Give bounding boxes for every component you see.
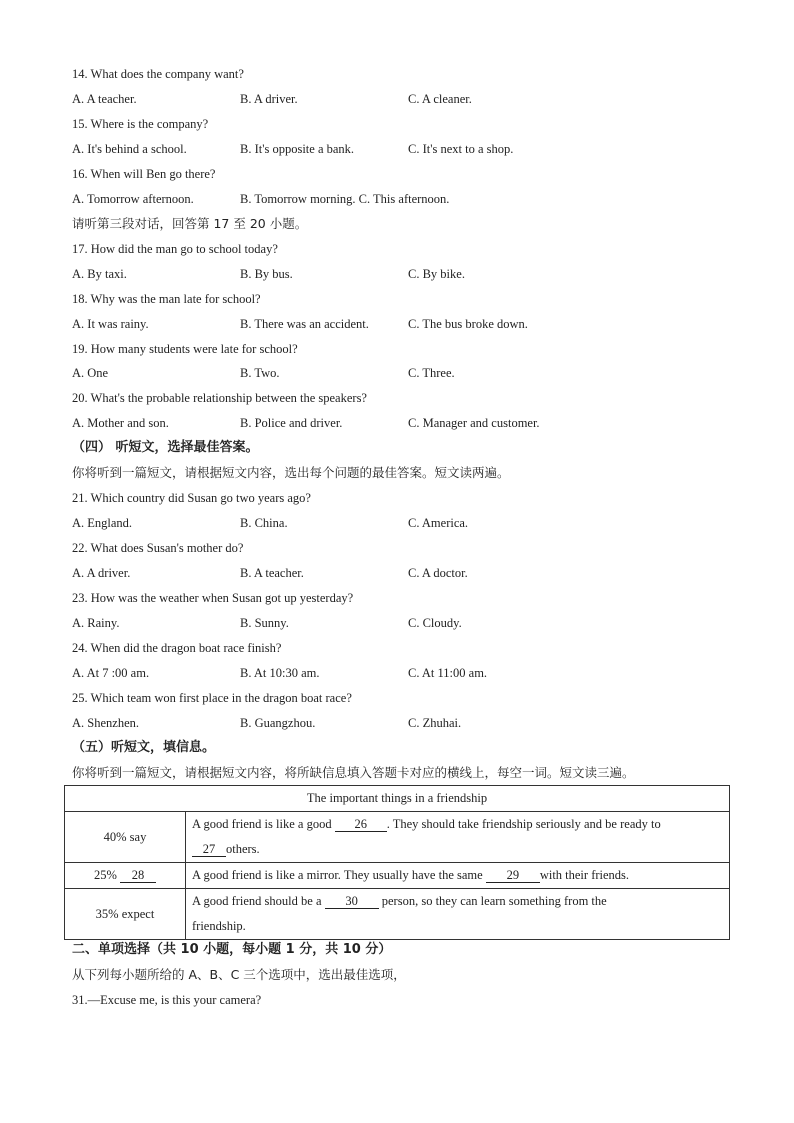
blank-27[interactable]: 27 [192, 842, 226, 857]
question-21: 21. Which country did Susan go two years ago? [72, 491, 311, 505]
option-23c: C. Cloudy. [408, 616, 462, 630]
question-15: 15. Where is the company? [72, 117, 209, 131]
option-20c: C. Manager and customer. [408, 416, 540, 430]
option-25c: C. Zhuhai. [408, 716, 462, 730]
option-16bc: B. Tomorrow morning. C. This afternoon. [240, 192, 450, 206]
option-15c: C. It's next to a shop. [408, 142, 514, 156]
section4-heading: （四） 听短文，选择最佳答案。 [72, 440, 259, 455]
option-16a: A. Tomorrow afternoon. [72, 192, 194, 206]
option-18b: B. There was an accident. [240, 317, 369, 331]
option-21c: C. America. [408, 516, 469, 530]
question-19: 19. How many students were late for school? [72, 342, 298, 356]
section5-heading: （五）听短文，填信息。 [72, 740, 216, 755]
option-15b: B. It's opposite a bank. [240, 142, 355, 156]
option-18c: C. The bus broke down. [408, 317, 528, 331]
row-label-prefix: 25% [93, 868, 121, 882]
option-22a: A. A driver. [72, 566, 131, 580]
option-22b: B. A teacher. [240, 566, 304, 580]
option-14c: C. A cleaner. [408, 92, 472, 106]
friendship-table [64, 785, 730, 940]
question-22: 22. What does Susan's mother do? [72, 541, 244, 555]
blank-28[interactable]: 28 [120, 868, 156, 883]
part2-heading: 二、单项选择（共 10 小题，每小题 1 分，共 10 分） [72, 942, 392, 957]
option-23a: A. Rainy. [72, 616, 120, 630]
row-content [186, 889, 730, 940]
option-19a: A. One [72, 366, 109, 380]
question-25: 25. Which team won first place in the dragon boat race? [72, 691, 352, 705]
row-text: friendship. [192, 919, 246, 933]
option-25a: A. Shenzhen. [72, 716, 139, 730]
question-20: 20. What's the probable relationship between the speakers? [72, 391, 367, 405]
row-text: A good friend is like a mirror. They usually have the same [192, 868, 486, 882]
row-label: 40% say [65, 812, 186, 863]
table-caption: The important things in a friendship [65, 786, 730, 812]
table-row [65, 863, 730, 889]
table-row [65, 812, 730, 863]
row-text: others. [226, 842, 260, 856]
option-14a: A. A teacher. [72, 92, 137, 106]
option-17a: A. By taxi. [72, 267, 127, 281]
dialogue3-instruction: 请听第三段对话，回答第 17 至 20 小题。 [72, 216, 308, 231]
row-text: person, so they can learn something from the [378, 894, 607, 908]
table-row [65, 889, 730, 940]
option-19c: C. Three. [408, 366, 455, 380]
option-14b: B. A driver. [240, 92, 298, 106]
option-22c: C. A doctor. [408, 566, 468, 580]
row-text: A good friend is like a good [192, 817, 335, 831]
option-19b: B. Two. [240, 366, 280, 380]
question-14: 14. What does the company want? [72, 67, 244, 81]
option-24c: C. At 11:00 am. [408, 666, 488, 680]
question-24: 24. When did the dragon boat race finish? [72, 641, 282, 655]
blank-30[interactable]: 30 [325, 894, 379, 909]
question-16: 16. When will Ben go there? [72, 167, 216, 181]
question-31: 31.—Excuse me, is this your camera? [72, 993, 262, 1007]
section5-instruction: 你将听到一篇短文，请根据短文内容，将所缺信息填入答题卡对应的横线上，每空一词。短文读三遍。 [72, 765, 635, 780]
part2-instruction: 从下列每小题所给的 A、B、C 三个选项中，选出最佳选项， [72, 967, 406, 982]
question-18: 18. Why was the man late for school? [72, 292, 261, 306]
option-17b: B. By bus. [240, 267, 293, 281]
row-text: with their friends. [539, 868, 630, 882]
blank-29[interactable]: 29 [486, 868, 540, 883]
option-17c: C. By bike. [408, 267, 465, 281]
option-25b: B. Guangzhou. [240, 716, 316, 730]
option-18a: A. It was rainy. [72, 317, 149, 331]
option-24a: A. At 7 :00 am. [72, 666, 150, 680]
option-21b: B. China. [240, 516, 288, 530]
section4-instruction: 你将听到一篇短文，请根据短文内容，选出每个问题的最佳答案。短文读两遍。 [72, 465, 510, 480]
question-17: 17. How did the man go to school today? [72, 242, 278, 256]
row-content [186, 812, 730, 863]
option-21a: A. England. [72, 516, 133, 530]
row-text: . They should take friendship seriously and be ready to [386, 817, 661, 831]
option-15a: A. It's behind a school. [72, 142, 187, 156]
option-24b: B. At 10:30 am. [240, 666, 320, 680]
question-23: 23. How was the weather when Susan got up yesterday? [72, 591, 354, 605]
option-20b: B. Police and driver. [240, 416, 343, 430]
row-label: 35% expect [65, 889, 186, 940]
row-label [65, 863, 186, 889]
option-20a: A. Mother and son. [72, 416, 169, 430]
row-content [186, 863, 730, 889]
option-23b: B. Sunny. [240, 616, 289, 630]
blank-26[interactable]: 26 [335, 817, 387, 832]
row-text: A good friend should be a [192, 894, 325, 908]
